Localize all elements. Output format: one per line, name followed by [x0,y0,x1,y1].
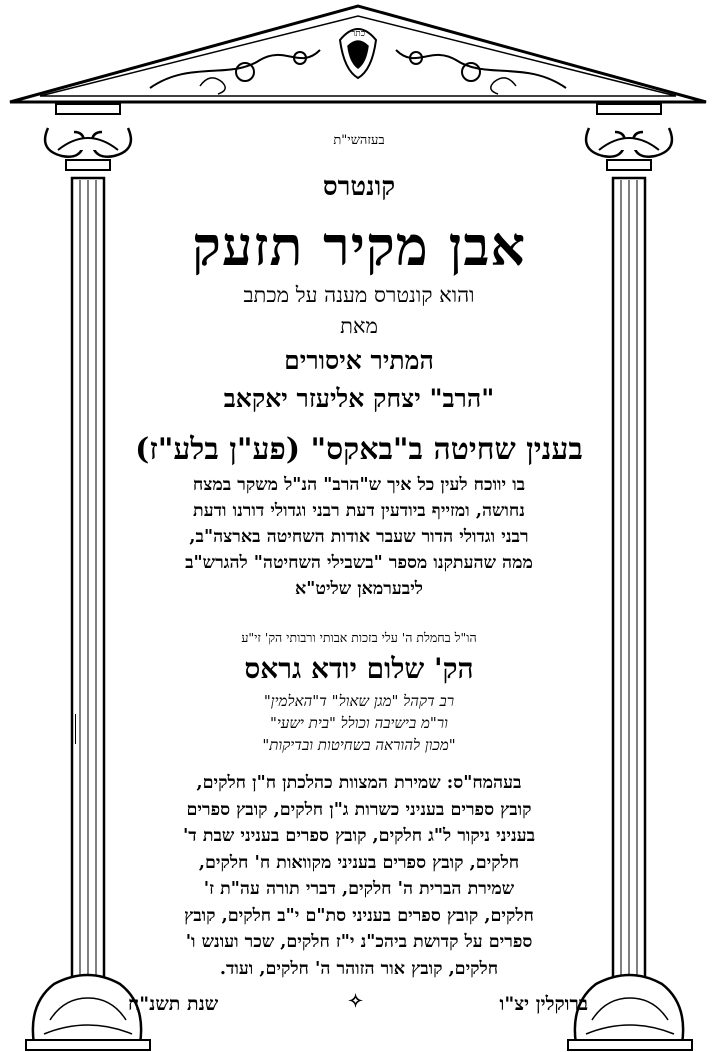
description-line: ליבערמאן שליט"א [295,579,423,599]
author-works-paragraph [128,770,590,982]
addressee-name: "הרב" יצחק אליעזר יאקאב [223,384,495,413]
works-line: חלקים, קובץ אור הזוהר ה' חלקים, ועוד. [219,958,499,979]
works-line: ספרים על קדושת ביהכ"נ י"ז חלקים, שכר ועונש ו' [185,932,533,952]
besiyata-heading: בעזהשי"ת [333,133,385,148]
author-role-line: "מכון להוראה בשחיטות ובדיקות" [262,736,456,754]
works-line: שמירת הברית ה' חלקים, דברי תורה עה"ת ז' [203,879,515,899]
description-paragraph [128,472,590,602]
book-subtitle: והוא קונטרס מענה על מכתב [243,283,475,307]
author-role-line: ור"מ בישיבה וכולל "בית ישעי" [270,714,448,732]
title-text-block [128,128,590,1048]
star-ornament-icon: ✧ [348,991,364,1012]
margin-mark [75,714,76,744]
description-line: רבני וגדולי הדור שעבר אודות השחיטה בארצה"ב, [189,527,529,547]
author-name: הק' שלום יודא גראס [244,652,474,685]
description-line: ממה שהעתקנו מספר "בשבילי השחיטה" להגרש"ב [185,553,533,573]
works-line: קובץ ספרים בעניני כשרות ג"ן חלקים, קובץ ספרים [186,799,532,820]
book-title: אבן מקיר תזעק [191,214,527,278]
topic-heading: בענין שחיטה ב"באקס" (פע"ן בלע"ז) [135,432,583,467]
memorial-line: הו"ל בחמלת ה' עלי בזכות אבותי ורבותי הק' זי"ע [241,630,477,645]
works-line: חלקים, קובץ ספרים בעניני סת"ם י"ב חלקים, קובץ [184,905,534,926]
pediment [10,6,706,102]
addressee-epithet: המתיר איסורים [284,346,434,375]
works-line: בעניני ניקור ל"ג חלקים, קובץ ספרים בעניני שבת ד' [182,826,536,846]
works-line: חלקים, קובץ ספרים בעניני מקוואות ח' חלקים, [198,852,520,873]
svg-text:כתר: כתר [350,29,366,39]
from-label: מאת [340,314,378,338]
author-roles [128,690,590,756]
description-line: בו יווכח לעין כל איך ש"הרב" הנ"ל משקר במצח [192,475,526,495]
works-line: בעהמח"ס: שמירת המצוות כהלכתן ח"ן חלקים, [196,773,522,793]
author-role-line: רב דקהל "מגן שאול" ד"האלמין" [263,692,455,710]
kuntres-heading: קונטרס [322,172,396,202]
imprint-place: ברוקלין יצ"ו [499,993,588,1015]
description-line: נחושה, ומזייף ביודעין דעת רבני וגדולי דורנו ודעת [193,501,525,521]
imprint-footer [128,993,590,1023]
imprint-year: שנת תשנ"ח [128,993,219,1015]
